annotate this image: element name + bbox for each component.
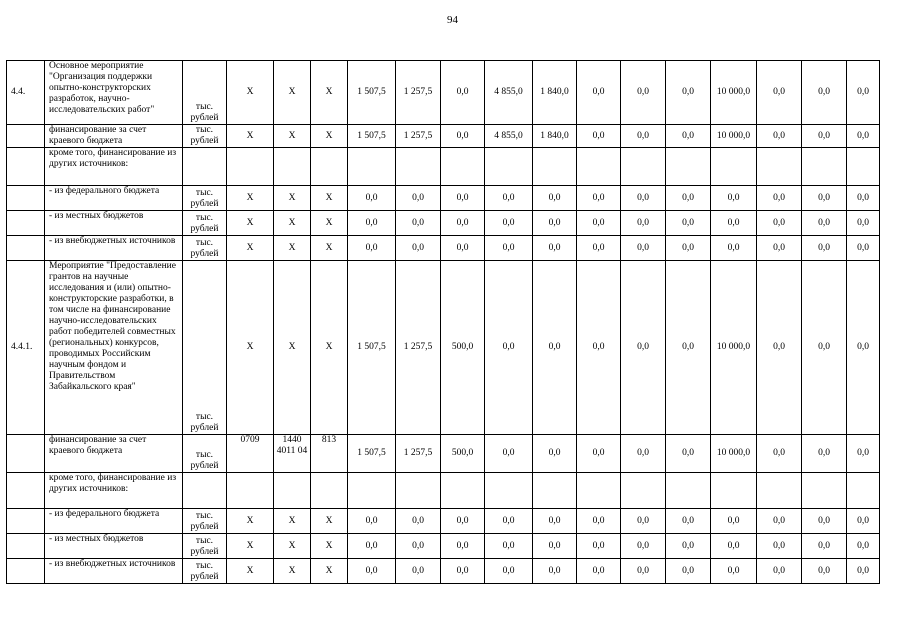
value-cell: 0,0 <box>621 435 666 473</box>
value-cell: 0,0 <box>441 559 485 584</box>
row-number-cell <box>7 534 45 559</box>
unit-cell: тыс. рублей <box>183 261 227 435</box>
row-number-cell <box>7 211 45 236</box>
value-cell: 0,0 <box>847 186 880 211</box>
code-cell: X <box>274 261 311 435</box>
value-cell: 0,0 <box>757 125 802 148</box>
value-cell: 0,0 <box>711 509 757 534</box>
code-cell: 0709 <box>227 435 274 473</box>
code-cell: 1440 4011 04 <box>274 435 311 473</box>
value-cell: 1 257,5 <box>396 435 441 473</box>
code-cell: X <box>227 186 274 211</box>
value-cell: 0,0 <box>621 186 666 211</box>
table-row <box>7 125 880 148</box>
value-cell: 1 507,5 <box>348 125 396 148</box>
value-cell: 0,0 <box>666 125 711 148</box>
value-cell: 0,0 <box>666 534 711 559</box>
table-row <box>7 186 880 211</box>
value-cell: 0,0 <box>577 559 621 584</box>
value-cell: 0,0 <box>666 509 711 534</box>
row-name-cell: финансирование за счет краевого бюджета <box>45 435 183 473</box>
value-cell: 0,0 <box>847 261 880 435</box>
row-name-cell: - из федерального бюджета <box>45 509 183 534</box>
value-cell: 1 507,5 <box>348 261 396 435</box>
value-cell: 0,0 <box>348 534 396 559</box>
value-cell <box>847 148 880 186</box>
value-cell <box>533 473 577 509</box>
value-cell <box>485 473 533 509</box>
value-cell: 0,0 <box>757 61 802 125</box>
value-cell: 0,0 <box>711 559 757 584</box>
value-cell: 0,0 <box>802 559 847 584</box>
table-body <box>7 61 880 584</box>
unit-cell <box>183 148 227 186</box>
table-row <box>7 236 880 261</box>
row-number-cell <box>7 125 45 148</box>
value-cell: 0,0 <box>802 261 847 435</box>
value-cell: 0,0 <box>533 261 577 435</box>
code-cell <box>227 473 274 509</box>
value-cell: 0,0 <box>847 211 880 236</box>
value-cell: 500,0 <box>441 435 485 473</box>
unit-cell: тыс. рублей <box>183 435 227 473</box>
value-cell: 0,0 <box>711 236 757 261</box>
value-cell: 0,0 <box>666 261 711 435</box>
value-cell: 1 257,5 <box>396 61 441 125</box>
code-cell: X <box>274 125 311 148</box>
table-row <box>7 211 880 236</box>
code-cell: X <box>227 559 274 584</box>
row-name-cell: финансирование за счет краевого бюджета <box>45 125 183 148</box>
value-cell <box>621 148 666 186</box>
code-cell: X <box>311 261 348 435</box>
code-cell: X <box>227 236 274 261</box>
value-cell: 0,0 <box>757 211 802 236</box>
code-cell: X <box>274 186 311 211</box>
value-cell <box>485 148 533 186</box>
code-cell: X <box>311 559 348 584</box>
value-cell: 0,0 <box>533 559 577 584</box>
value-cell: 0,0 <box>533 186 577 211</box>
value-cell: 0,0 <box>802 186 847 211</box>
value-cell: 0,0 <box>533 211 577 236</box>
value-cell: 0,0 <box>847 534 880 559</box>
value-cell: 0,0 <box>711 534 757 559</box>
table-row <box>7 148 880 186</box>
row-number-cell <box>7 148 45 186</box>
value-cell: 0,0 <box>577 435 621 473</box>
unit-cell: тыс. рублей <box>183 534 227 559</box>
value-cell: 0,0 <box>441 236 485 261</box>
value-cell <box>847 473 880 509</box>
value-cell: 0,0 <box>441 125 485 148</box>
value-cell <box>348 148 396 186</box>
unit-cell: тыс. рублей <box>183 61 227 125</box>
unit-cell: тыс. рублей <box>183 186 227 211</box>
table-row <box>7 473 880 509</box>
value-cell: 0,0 <box>802 211 847 236</box>
code-cell: X <box>227 61 274 125</box>
value-cell <box>711 473 757 509</box>
table-row <box>7 509 880 534</box>
value-cell: 0,0 <box>441 509 485 534</box>
value-cell <box>441 148 485 186</box>
value-cell: 0,0 <box>621 236 666 261</box>
value-cell: 0,0 <box>847 125 880 148</box>
code-cell: X <box>227 125 274 148</box>
value-cell: 0,0 <box>485 186 533 211</box>
value-cell: 0,0 <box>802 435 847 473</box>
table-row <box>7 435 880 473</box>
value-cell: 1 507,5 <box>348 435 396 473</box>
value-cell: 0,0 <box>666 559 711 584</box>
row-number-cell <box>7 236 45 261</box>
value-cell: 0,0 <box>485 559 533 584</box>
value-cell: 0,0 <box>757 534 802 559</box>
value-cell: 0,0 <box>757 236 802 261</box>
value-cell: 0,0 <box>485 211 533 236</box>
value-cell: 0,0 <box>396 236 441 261</box>
value-cell: 0,0 <box>485 236 533 261</box>
code-cell <box>274 473 311 509</box>
value-cell: 0,0 <box>621 509 666 534</box>
unit-cell: тыс. рублей <box>183 236 227 261</box>
code-cell: X <box>274 211 311 236</box>
value-cell: 0,0 <box>577 211 621 236</box>
value-cell: 0,0 <box>666 186 711 211</box>
code-cell: X <box>311 534 348 559</box>
value-cell: 0,0 <box>666 61 711 125</box>
value-cell <box>577 473 621 509</box>
unit-cell: тыс. рублей <box>183 211 227 236</box>
code-cell: X <box>274 236 311 261</box>
value-cell: 0,0 <box>621 559 666 584</box>
value-cell <box>802 148 847 186</box>
row-name-cell: - из местных бюджетов <box>45 534 183 559</box>
value-cell: 0,0 <box>621 211 666 236</box>
value-cell: 0,0 <box>577 236 621 261</box>
code-cell <box>311 148 348 186</box>
code-cell: X <box>311 125 348 148</box>
value-cell: 0,0 <box>348 211 396 236</box>
value-cell: 0,0 <box>533 509 577 534</box>
value-cell: 0,0 <box>533 534 577 559</box>
row-name-cell: Основное мероприятие "Организация поддержки опытно-конструкторских разработок, научно-исследовательских работ" <box>45 61 183 125</box>
value-cell: 0,0 <box>847 509 880 534</box>
value-cell: 1 257,5 <box>396 125 441 148</box>
code-cell <box>274 148 311 186</box>
value-cell: 0,0 <box>757 186 802 211</box>
code-cell <box>311 473 348 509</box>
unit-cell: тыс. рублей <box>183 559 227 584</box>
table-row <box>7 261 880 435</box>
value-cell: 500,0 <box>441 261 485 435</box>
value-cell: 0,0 <box>348 509 396 534</box>
code-cell: X <box>274 534 311 559</box>
value-cell <box>666 473 711 509</box>
value-cell: 0,0 <box>441 211 485 236</box>
table-row <box>7 559 880 584</box>
value-cell: 0,0 <box>802 509 847 534</box>
value-cell: 0,0 <box>802 534 847 559</box>
value-cell: 10 000,0 <box>711 435 757 473</box>
value-cell: 0,0 <box>348 186 396 211</box>
table-row <box>7 61 880 125</box>
value-cell: 1 257,5 <box>396 261 441 435</box>
code-cell <box>227 148 274 186</box>
row-name-cell: - из федерального бюджета <box>45 186 183 211</box>
unit-cell <box>183 473 227 509</box>
table-row <box>7 534 880 559</box>
code-cell: X <box>311 236 348 261</box>
code-cell: X <box>274 559 311 584</box>
value-cell: 0,0 <box>577 509 621 534</box>
value-cell <box>666 148 711 186</box>
code-cell: X <box>311 61 348 125</box>
value-cell <box>802 473 847 509</box>
unit-cell: тыс. рублей <box>183 125 227 148</box>
value-cell: 0,0 <box>666 435 711 473</box>
row-name-cell: кроме того, финансирование из других источников: <box>45 473 183 509</box>
row-number-cell: 4.4. <box>7 61 45 125</box>
unit-cell: тыс. рублей <box>183 509 227 534</box>
value-cell: 0,0 <box>348 559 396 584</box>
value-cell: 0,0 <box>847 236 880 261</box>
value-cell: 0,0 <box>666 211 711 236</box>
value-cell <box>396 148 441 186</box>
row-number-cell <box>7 435 45 473</box>
value-cell: 1 840,0 <box>533 125 577 148</box>
value-cell <box>533 148 577 186</box>
value-cell: 0,0 <box>847 435 880 473</box>
value-cell: 0,0 <box>396 559 441 584</box>
value-cell: 0,0 <box>485 435 533 473</box>
row-name-cell: - из местных бюджетов <box>45 211 183 236</box>
value-cell: 0,0 <box>348 236 396 261</box>
value-cell <box>711 148 757 186</box>
code-cell: 813 <box>311 435 348 473</box>
value-cell: 1 507,5 <box>348 61 396 125</box>
value-cell: 0,0 <box>441 61 485 125</box>
value-cell <box>577 148 621 186</box>
value-cell: 0,0 <box>847 61 880 125</box>
code-cell: X <box>227 509 274 534</box>
row-number-cell <box>7 559 45 584</box>
value-cell: 0,0 <box>485 261 533 435</box>
value-cell: 0,0 <box>396 186 441 211</box>
value-cell <box>441 473 485 509</box>
value-cell: 0,0 <box>577 61 621 125</box>
value-cell: 4 855,0 <box>485 61 533 125</box>
value-cell: 0,0 <box>757 261 802 435</box>
budget-table <box>6 60 880 584</box>
value-cell: 0,0 <box>802 61 847 125</box>
value-cell: 0,0 <box>396 534 441 559</box>
value-cell: 0,0 <box>666 236 711 261</box>
value-cell: 0,0 <box>396 211 441 236</box>
value-cell: 0,0 <box>757 509 802 534</box>
value-cell: 0,0 <box>533 435 577 473</box>
value-cell: 0,0 <box>533 236 577 261</box>
value-cell: 0,0 <box>441 534 485 559</box>
value-cell: 4 855,0 <box>485 125 533 148</box>
value-cell: 0,0 <box>621 61 666 125</box>
value-cell: 10 000,0 <box>711 261 757 435</box>
page-number: 94 <box>447 14 458 26</box>
value-cell: 10 000,0 <box>711 61 757 125</box>
row-name-cell: - из внебюджетных источников <box>45 559 183 584</box>
value-cell: 1 840,0 <box>533 61 577 125</box>
row-number-cell: 4.4.1. <box>7 261 45 435</box>
row-number-cell <box>7 509 45 534</box>
value-cell: 0,0 <box>711 211 757 236</box>
value-cell: 0,0 <box>396 509 441 534</box>
value-cell: 0,0 <box>577 186 621 211</box>
value-cell: 0,0 <box>711 186 757 211</box>
value-cell <box>348 473 396 509</box>
value-cell <box>621 473 666 509</box>
row-number-cell <box>7 473 45 509</box>
value-cell: 0,0 <box>577 534 621 559</box>
code-cell: X <box>311 186 348 211</box>
value-cell: 0,0 <box>802 125 847 148</box>
value-cell: 10 000,0 <box>711 125 757 148</box>
code-cell: X <box>274 61 311 125</box>
value-cell: 0,0 <box>802 236 847 261</box>
row-number-cell <box>7 186 45 211</box>
value-cell: 0,0 <box>621 261 666 435</box>
value-cell: 0,0 <box>847 559 880 584</box>
value-cell <box>757 473 802 509</box>
value-cell: 0,0 <box>621 125 666 148</box>
code-cell: X <box>311 509 348 534</box>
code-cell: X <box>311 211 348 236</box>
value-cell: 0,0 <box>485 534 533 559</box>
value-cell: 0,0 <box>577 125 621 148</box>
row-name-cell: - из внебюджетных источников <box>45 236 183 261</box>
value-cell: 0,0 <box>577 261 621 435</box>
code-cell: X <box>227 211 274 236</box>
code-cell: X <box>227 534 274 559</box>
value-cell <box>396 473 441 509</box>
code-cell: X <box>227 261 274 435</box>
value-cell: 0,0 <box>621 534 666 559</box>
row-name-cell: кроме того, финансирование из других источников: <box>45 148 183 186</box>
value-cell: 0,0 <box>485 509 533 534</box>
code-cell: X <box>274 509 311 534</box>
row-name-cell: Мероприятие "Предоставление грантов на научные исследования и (или) опытно-конструкторские разработки, в том числе на финансирование научно-исследовательских работ победителей совместных (региональных) конкурсов, проводимых Российским научным фондом и Правительством Забайкальского края" <box>45 261 183 435</box>
value-cell <box>757 148 802 186</box>
value-cell: 0,0 <box>757 559 802 584</box>
value-cell: 0,0 <box>441 186 485 211</box>
value-cell: 0,0 <box>757 435 802 473</box>
